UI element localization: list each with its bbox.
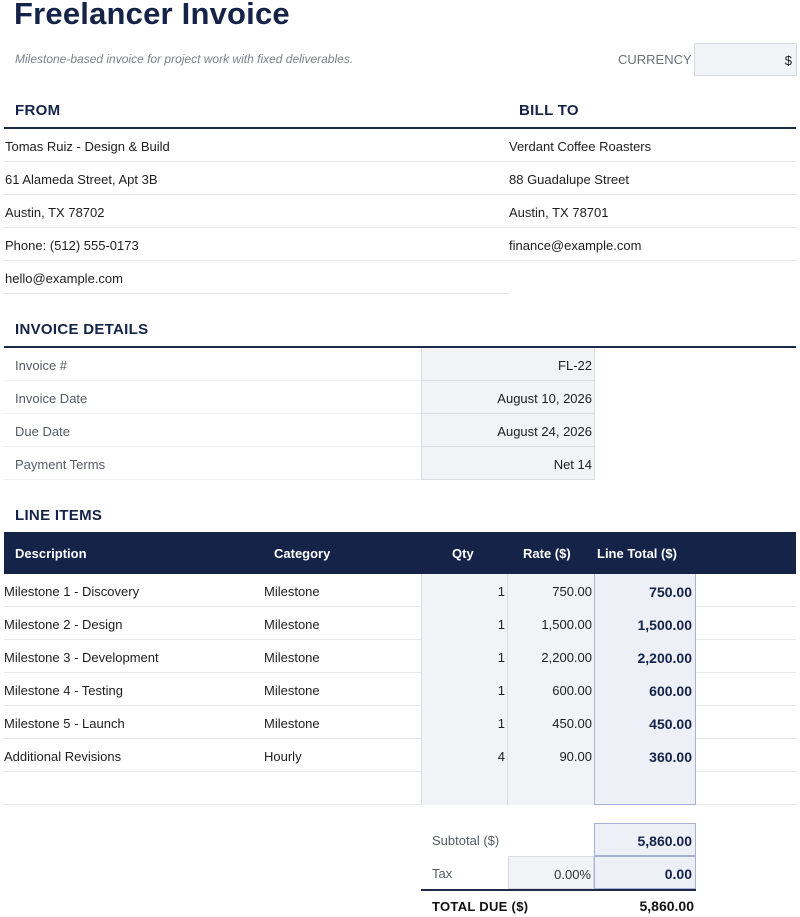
column-header-description: Description xyxy=(15,546,87,561)
line-item-description[interactable]: Milestone 2 - Design xyxy=(4,617,123,632)
invoice-subtitle: Milestone-based invoice for project work with fixed deliverables. xyxy=(15,52,354,66)
column-header-line-total: Line Total ($) xyxy=(597,546,677,561)
invoice-title: Freelancer Invoice xyxy=(14,0,290,31)
line-item-qty[interactable]: 1 xyxy=(421,673,508,706)
from-line[interactable]: Tomas Ruiz - Design & Build xyxy=(4,129,509,162)
line-item-category[interactable]: Milestone xyxy=(264,617,320,632)
line-item-rate[interactable]: 750.00 xyxy=(508,574,595,607)
line-item-row xyxy=(4,640,796,673)
invoice-date-label: Invoice Date xyxy=(4,381,422,414)
from-line[interactable]: hello@example.com xyxy=(4,261,509,294)
line-items-header-bar xyxy=(4,532,796,574)
due-date-field[interactable]: August 24, 2026 xyxy=(421,414,595,447)
line-item-row xyxy=(4,706,796,739)
line-item-row xyxy=(4,574,796,607)
total-due-label: TOTAL DUE ($) xyxy=(432,899,529,914)
line-item-total: 360.00 xyxy=(594,739,696,772)
line-item-rate[interactable]: 450.00 xyxy=(508,706,595,739)
line-item-row xyxy=(4,607,796,640)
bill-to-line[interactable]: Austin, TX 78701 xyxy=(509,195,796,228)
payment-terms-field[interactable]: Net 14 xyxy=(421,447,595,480)
total-due-value: 5,860.00 xyxy=(639,898,694,914)
invoice-date-field[interactable]: August 10, 2026 xyxy=(421,381,595,414)
line-item-rate[interactable] xyxy=(508,772,595,805)
line-item-category[interactable]: Milestone xyxy=(264,683,320,698)
line-item-row-empty xyxy=(4,772,796,805)
bill-to-line[interactable]: 88 Guadalupe Street xyxy=(509,162,796,195)
line-item-total: 750.00 xyxy=(594,574,696,607)
bill-to-heading: BILL TO xyxy=(519,102,579,119)
bill-to-line[interactable]: Verdant Coffee Roasters xyxy=(509,129,796,162)
line-item-qty[interactable]: 1 xyxy=(421,706,508,739)
from-line[interactable]: Phone: (512) 555-0173 xyxy=(4,228,509,261)
line-item-description[interactable]: Milestone 3 - Development xyxy=(4,650,159,665)
from-heading: FROM xyxy=(15,102,61,119)
tax-rate-field[interactable]: 0.00% xyxy=(508,856,594,889)
line-item-qty[interactable]: 1 xyxy=(421,607,508,640)
invoice-number-label: Invoice # xyxy=(4,348,422,381)
from-line[interactable]: 61 Alameda Street, Apt 3B xyxy=(4,162,509,195)
line-item-qty[interactable]: 1 xyxy=(421,640,508,673)
invoice-number-field[interactable]: FL-22 xyxy=(421,348,595,381)
line-item-row xyxy=(4,739,796,772)
line-item-category[interactable]: Milestone xyxy=(264,584,320,599)
subtotal-label: Subtotal ($) xyxy=(432,833,500,848)
line-item-total: 1,500.00 xyxy=(594,607,696,640)
line-item-rate[interactable]: 1,500.00 xyxy=(508,607,595,640)
line-item-description[interactable]: Milestone 4 - Testing xyxy=(4,683,123,698)
line-item-category[interactable] xyxy=(264,772,424,805)
line-item-description[interactable]: Additional Revisions xyxy=(4,749,122,764)
line-item-category[interactable]: Milestone xyxy=(264,650,320,665)
line-item-total: 450.00 xyxy=(594,706,696,739)
due-date-label: Due Date xyxy=(4,414,422,447)
column-header-qty: Qty xyxy=(452,546,474,561)
line-item-row xyxy=(4,673,796,706)
payment-terms-label: Payment Terms xyxy=(4,447,422,480)
column-header-rate: Rate ($) xyxy=(523,546,571,561)
currency-field[interactable]: $ xyxy=(694,43,797,76)
line-item-total: 2,200.00 xyxy=(594,640,696,673)
column-header-category: Category xyxy=(274,546,331,561)
line-item-category[interactable]: Hourly xyxy=(264,749,302,764)
invoice-details-heading: INVOICE DETAILS xyxy=(15,321,149,338)
line-items-heading: LINE ITEMS xyxy=(15,507,103,524)
line-item-total xyxy=(594,772,696,805)
line-item-qty[interactable] xyxy=(421,772,508,805)
bill-to-line[interactable]: finance@example.com xyxy=(509,228,796,261)
line-item-rate[interactable]: 600.00 xyxy=(508,673,595,706)
total-divider xyxy=(421,889,696,891)
line-item-rate[interactable]: 90.00 xyxy=(508,739,595,772)
tax-label: Tax xyxy=(432,866,453,881)
line-item-description[interactable]: Milestone 1 - Discovery xyxy=(4,584,140,599)
line-item-rate[interactable]: 2,200.00 xyxy=(508,640,595,673)
line-item-category[interactable]: Milestone xyxy=(264,716,320,731)
line-item-total: 600.00 xyxy=(594,673,696,706)
from-line[interactable]: Austin, TX 78702 xyxy=(4,195,509,228)
tax-value: 0.00 xyxy=(594,856,696,889)
line-item-description[interactable] xyxy=(4,772,262,805)
line-item-qty[interactable]: 1 xyxy=(421,574,508,607)
currency-label: CURRENCY xyxy=(618,52,692,67)
subtotal-value: 5,860.00 xyxy=(594,823,696,856)
line-item-description[interactable]: Milestone 5 - Launch xyxy=(4,716,125,731)
line-item-qty[interactable]: 4 xyxy=(421,739,508,772)
